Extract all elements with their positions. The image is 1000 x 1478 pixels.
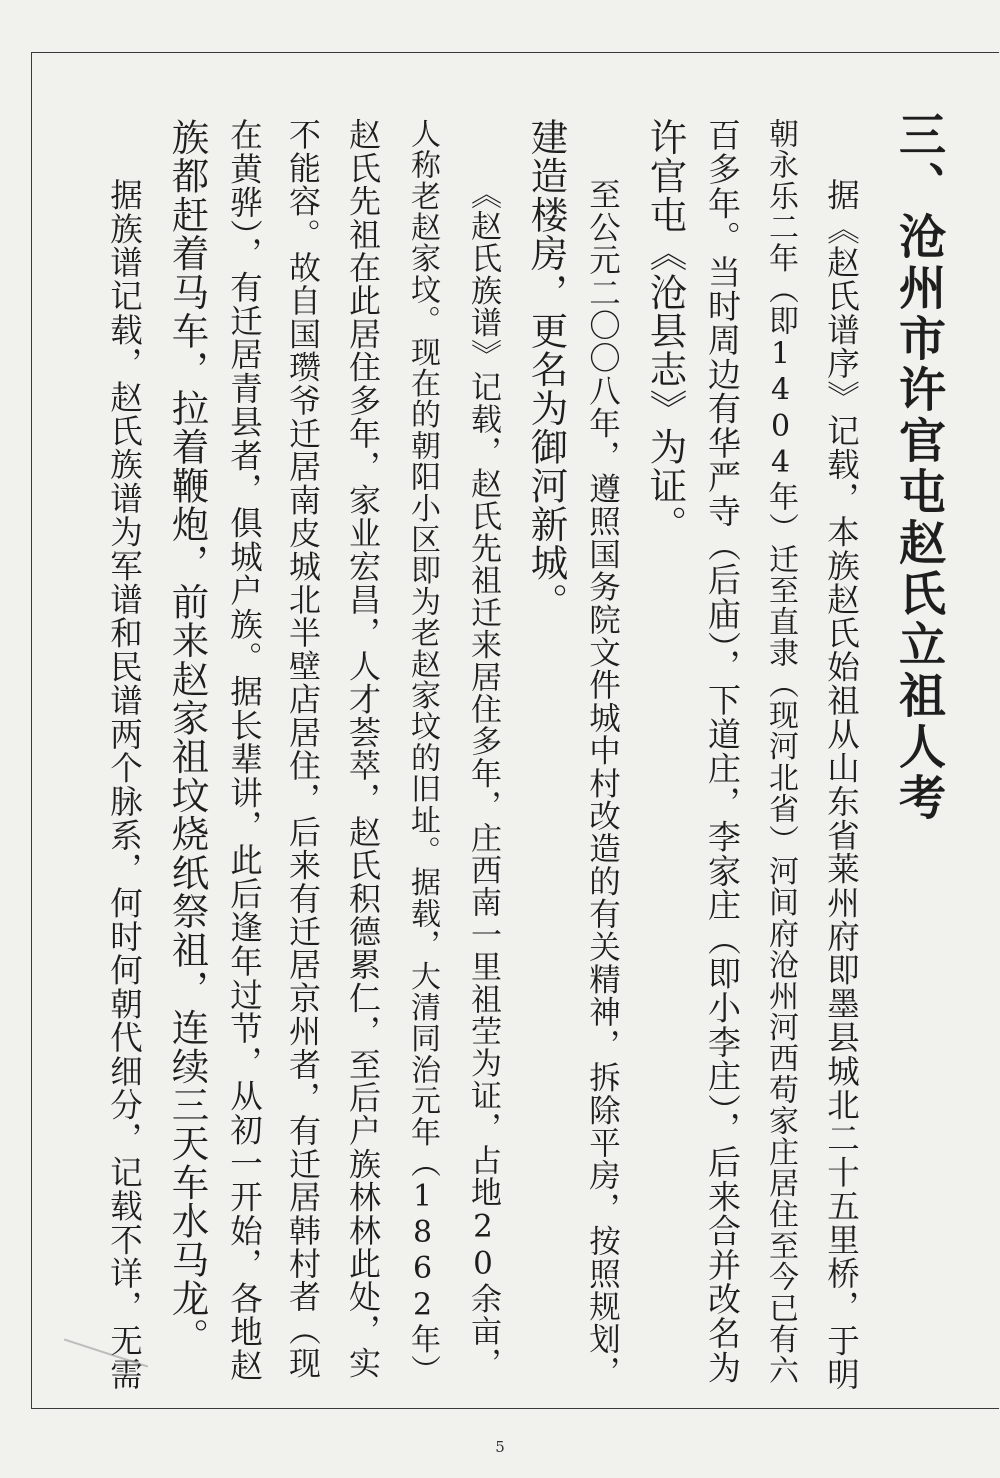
text-column-4: 许官屯《沧县志》为证。 <box>643 118 688 544</box>
text-column-13: 据族谱记载，赵氏族谱为军谱和民谱两个脉系，何时何朝代细分，记载不详，无需 <box>105 178 144 1392</box>
section-title: 三、沧州市许官屯赵氏立祖人考 <box>891 110 946 824</box>
text-column-1: 据《赵氏谱序》记载，本族赵氏始祖从山东省莱州府即墨县城北二十五里桥，于明 <box>822 178 861 1392</box>
text-column-8: 人称老赵家坟。现在的朝阳小区即为老赵家坟的旧址。据载，大清同治元年（1862年） <box>405 118 440 1386</box>
text-column-3: 百多年。当时周边有华严寺（后庙），下道庄，李家庄（即小李庄），后来合并改名为 <box>703 118 742 1385</box>
text-column-6: 建造楼房，更名为御河新城。 <box>524 118 569 622</box>
text-column-10: 不能容。故自国瓒爷迁居南皮城北半壁店居住，后来有迁居京州者，有迁居韩村者（现 <box>284 118 322 1380</box>
text-column-12: 族都赶着马车，拉着鞭炮，前来赵家祖坟烧纸祭祖，连续三天车水马龙。 <box>165 118 210 1357</box>
text-column-9: 赵氏先祖在此居住多年，家业宏昌，人才荟萃，赵氏积德累仁，至后户族林林此处，实 <box>344 118 382 1380</box>
text-column-11: 在黄骅），有迁居青县者，俱城户族。据长辈讲，此后逢年过节，从初一开始，各地赵 <box>225 118 264 1383</box>
text-column-7: 《赵氏族谱》记载，赵氏先祖迁来居住多年，庄西南一里祖茔为证，占地20余亩， <box>465 178 501 1380</box>
page-number: 5 <box>495 1438 505 1456</box>
text-column-2: 朝永乐二年（即1404年）迁至直隶（现河北省）河间府沧州河西苟家庄居住至今已有六 <box>763 118 798 1386</box>
text-column-5: 至公元二〇〇八年，遵照国务院文件城中村改造的有关精神，拆除平房，按照规划， <box>584 178 621 1388</box>
